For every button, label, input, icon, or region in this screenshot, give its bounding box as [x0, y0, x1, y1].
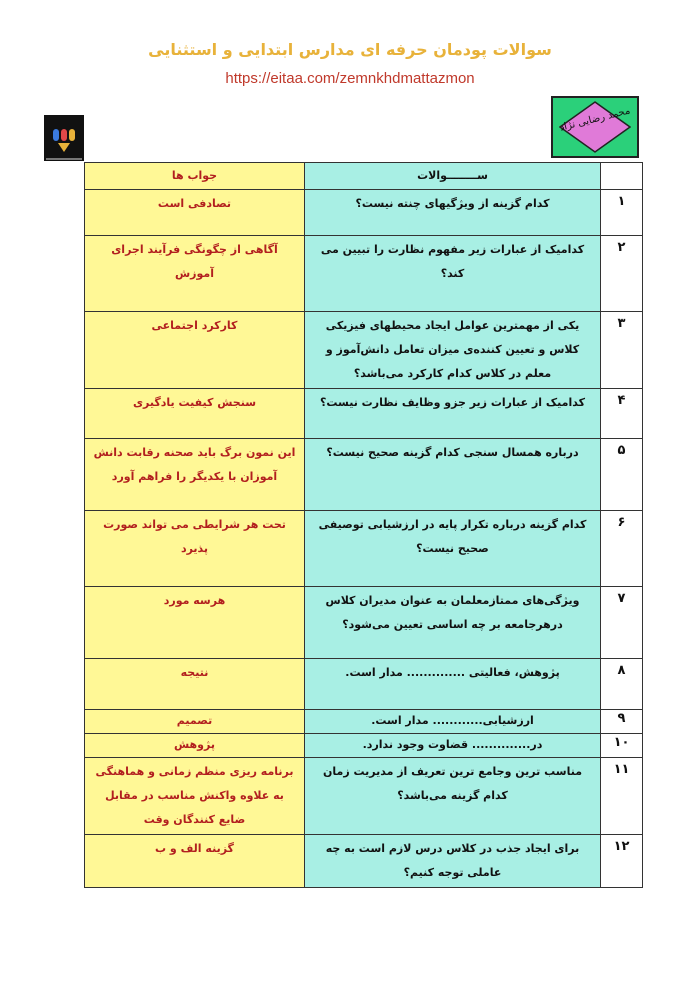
table-header-row: [85, 163, 643, 190]
answer-cell: نتیجه: [85, 659, 305, 710]
person-icon: [69, 129, 75, 141]
answer-cell: پژوهش: [85, 734, 305, 758]
row-number: ۴: [601, 389, 643, 439]
row-number: ۵: [601, 439, 643, 511]
question-cell: پژوهش، فعالیتی .............. مدار است.: [305, 659, 601, 710]
table-row: [85, 511, 643, 587]
table-row: [85, 659, 643, 710]
row-number: ۱۰: [601, 734, 643, 758]
answer-cell: این نمون برگ باید صحنه رقابت دانش آموزان با یکدیگر را فراهم آورد: [85, 439, 305, 511]
question-cell: برای ایجاد جذب در کلاس درس لازم است به چه عاملی توجه کنیم؟: [305, 835, 601, 888]
answer-cell: سنجش کیفیت یادگیری: [85, 389, 305, 439]
row-number: ۱۱: [601, 758, 643, 835]
row-number: ۷: [601, 587, 643, 659]
brand-logo: [44, 115, 84, 161]
answer-cell: تصمیم: [85, 710, 305, 734]
row-number: ۹: [601, 710, 643, 734]
person-icon: [53, 129, 59, 141]
question-cell: کدام گزینه از ویژگیهای چنته نیست؟: [305, 190, 601, 236]
source-url[interactable]: https://eitaa.com/zemnkhdmattazmon: [225, 70, 475, 87]
question-cell: ارزشیابی............ مدار است.: [305, 710, 601, 734]
question-cell: کدامیک از عبارات زیر مفهوم نظارت را تبیین می کند؟: [305, 236, 601, 312]
question-cell: مناسب ترین وجامع ترین تعریف از مدیریت زمان کدام گزینه می‌باشد؟: [305, 758, 601, 835]
number-header: [601, 163, 643, 190]
table-row: [85, 758, 643, 835]
page-title: سوالات پودمان حرفه ای مدارس ابتدایی و استثنایی: [148, 40, 552, 59]
table-row: [85, 710, 643, 734]
row-number: ۳: [601, 312, 643, 389]
arrow-icon: [58, 143, 70, 152]
row-number: ۲: [601, 236, 643, 312]
question-cell: ویژگی‌های ممتازمعلمان به عنوان مدیران کلاس درهرجامعه بر چه اساسی تعیین می‌شود؟: [305, 587, 601, 659]
signature-logo: [551, 96, 639, 158]
row-number: ۱: [601, 190, 643, 236]
table-row: [85, 312, 643, 389]
table-row: [85, 389, 643, 439]
table-row: [85, 190, 643, 236]
table-row: [85, 439, 643, 511]
answer-cell: گزینه الف و ب: [85, 835, 305, 888]
row-number: ۶: [601, 511, 643, 587]
answer-cell: آگاهی از چگونگی فرآیند اجرای آموزش: [85, 236, 305, 312]
table-row: [85, 587, 643, 659]
question-cell: یکی از مهمترین عوامل ایجاد محیطهای فیزیکی کلاس و تعیین کننده‌ی میزان تعامل دانش‌آموز و معلم در کلاس کدام کارکرد می‌باشد؟: [305, 312, 601, 389]
answer-cell: تصادفی است: [85, 190, 305, 236]
logo-caption: [46, 158, 82, 160]
table-row: [85, 835, 643, 888]
answers-header: جواب ها: [85, 163, 305, 190]
question-cell: کدام گزینه درباره تکرار پایه در ارزشیابی توصیفی صحیح نیست؟: [305, 511, 601, 587]
answer-cell: برنامه ریزی منظم زمانی و هماهنگی به علاوه واکنش مناسب در مقابل ضایع کنندگان وقت: [85, 758, 305, 835]
answer-cell: کارکرد اجتماعی: [85, 312, 305, 389]
row-number: ۱۲: [601, 835, 643, 888]
questions-table: [84, 162, 643, 888]
answer-cell: تحت هر شرایطی می تواند صورت پذیرد: [85, 511, 305, 587]
signature-text: محمد رضایی نژاد: [558, 105, 632, 134]
question-cell: در.............. قضاوت وجود ندارد.: [305, 734, 601, 758]
question-cell: درباره همسال سنجی کدام گزینه صحیح نیست؟: [305, 439, 601, 511]
question-cell: کدامیک از عبارات زیر جزو وظایف نظارت نیست؟: [305, 389, 601, 439]
table-row: [85, 734, 643, 758]
answer-cell: هرسه مورد: [85, 587, 305, 659]
table-row: [85, 236, 643, 312]
row-number: ۸: [601, 659, 643, 710]
questions-header: ســــــــوالات: [305, 163, 601, 190]
person-icon: [61, 129, 67, 141]
